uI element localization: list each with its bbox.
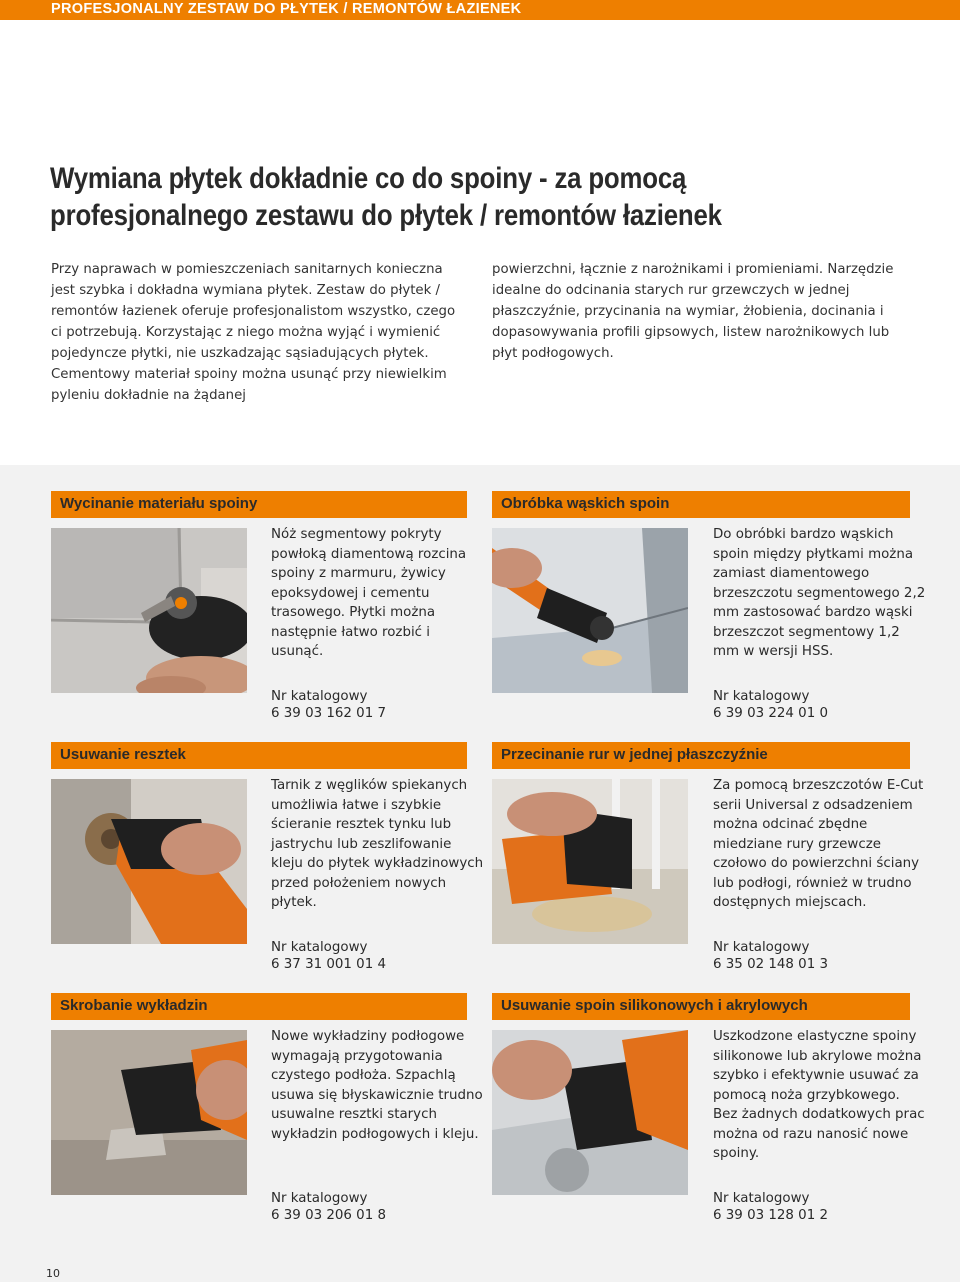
- photo-residue-removal: [51, 779, 247, 944]
- product-description-narrow-joints: Do obróbki bardzo wąskich spoin między płytkami można zamiast diamentowego brzeszczotu segmentowego 2,2 mm zastosować bardzo wąski brzeszczot segmentowy 1,2 mm w wersji HSS.: [713, 527, 926, 659]
- product-label-residue-removal: Usuwanie resztek: [51, 742, 467, 769]
- intro-left: Przy naprawach w pomieszczeniach sanitarnych konieczna jest szybka i dokładna wymiana płytek. Zestaw do płytek / remontów łazienek oferuje profesjonalistom wszystko, czego ci potrzebują. Korzystając z niego można wyjąć i wymienić pojedyncze płytki, nie uszkadzając sąsiadujących płytek. Cementowy materiał spoiny można usunąć przy niewielkim pyleniu dokładnie na żądanej: [51, 262, 456, 403]
- product-description-residue-removal: Tarnik z węglików spiekanych umożliwia łatwe i szybkie ścieranie resztek tynku lub jastrychu lub zeszlifowanie kleju do płytek wykładzinowych przed położeniem nowych płytek.: [271, 778, 484, 910]
- catalog-number: 6 39 03 162 01 7: [271, 706, 386, 721]
- product-label-pipe-cutting: Przecinanie rur w jednej płaszczyźnie: [492, 742, 910, 769]
- catalog-label: Nr katalogowy: [271, 1191, 368, 1206]
- product-label-narrow-joints: Obróbka wąskich spoin: [492, 491, 910, 518]
- catalog-floor-scraping: [271, 1190, 486, 1224]
- photo-joint-cutting: [51, 528, 247, 693]
- catalog-label: Nr katalogowy: [713, 1191, 810, 1206]
- catalog-number: 6 39 03 128 01 2: [713, 1208, 828, 1223]
- product-description-pipe-cutting: Za pomocą brzeszczotów E-Cut serii Universal z odsadzeniem można odcinać zbędne miedziane rury grzewcze czołowo do powierzchni ściany lub podłogi, również w trudno dostępnych miejscach.: [713, 778, 924, 910]
- catalog-number: 6 39 03 224 01 0: [713, 706, 828, 721]
- catalog-number: 6 37 31 001 01 4: [271, 957, 386, 972]
- product-label-silicone-removal: Usuwanie spoin silikonowych i akrylowych: [492, 993, 910, 1020]
- page-title: [50, 160, 790, 234]
- intro-right: powierzchni, łącznie z narożnikami i promieniami. Narzędzie idealne do odcinania starych rur grzewczych w jednej płaszczyźnie, przycinania na wymiar, żłobienia, docinania i dopasowywania profili gipsowych, listew narożnikowych lub płyt podłogowych.: [492, 262, 894, 361]
- catalog-narrow-joints: [713, 688, 928, 722]
- product-label-joint-cutting: Wycinanie materiału spoiny: [51, 491, 467, 518]
- product-label-floor-scraping: Skrobanie wykładzin: [51, 993, 467, 1020]
- catalog-joint-cutting: [271, 688, 486, 722]
- page-title-line2: profesjonalnego zestawu do płytek / remontów łazienek: [50, 199, 722, 232]
- catalog-label: Nr katalogowy: [271, 940, 368, 955]
- catalog-pipe-cutting: [713, 939, 928, 973]
- product-description-floor-scraping: Nowe wykładziny podłogowe wymagają przygotowania czystego podłoża. Szpachlą usuwa się błyskawicznie trudno usuwalne resztki starych wykładzin podłogowych i kleju.: [271, 1029, 483, 1142]
- catalog-label: Nr katalogowy: [713, 940, 810, 955]
- catalog-label: Nr katalogowy: [713, 689, 810, 704]
- photo-pipe-cutting: [492, 779, 688, 944]
- header-bar: [0, 0, 960, 20]
- catalog-silicone-removal: [713, 1190, 928, 1224]
- catalog-number: 6 39 03 206 01 8: [271, 1208, 386, 1223]
- page-number: 10: [46, 1267, 60, 1280]
- photo-narrow-joints: [492, 528, 688, 693]
- product-description-silicone-removal: Uszkodzone elastyczne spoiny silikonowe lub akrylowe można szybko i efektywnie usuwać za pomocą noża grzybkowego. Bez żadnych dodatkowych prac można od razu nanosić nowe spoiny.: [713, 1029, 925, 1161]
- photo-floor-scraping: [51, 1030, 247, 1195]
- catalog-residue-removal: [271, 939, 486, 973]
- photo-silicone-removal: [492, 1030, 688, 1195]
- product-description-joint-cutting: Nóż segmentowy pokryty powłoką diamentową rozcina spoiny z marmuru, żywicy epoksydowej i cementu trasowego. Płytki można następnie łatwo rozbić i usunąć.: [271, 527, 467, 659]
- header-title: PROFESJONALNY ZESTAW DO PŁYTEK / REMONTÓW ŁAZIENEK: [51, 1, 522, 17]
- catalog-number: 6 35 02 148 01 3: [713, 957, 828, 972]
- catalog-label: Nr katalogowy: [271, 689, 368, 704]
- page-title-line1: Wymiana płytek dokładnie co do spoiny - za pomocą: [50, 162, 687, 195]
